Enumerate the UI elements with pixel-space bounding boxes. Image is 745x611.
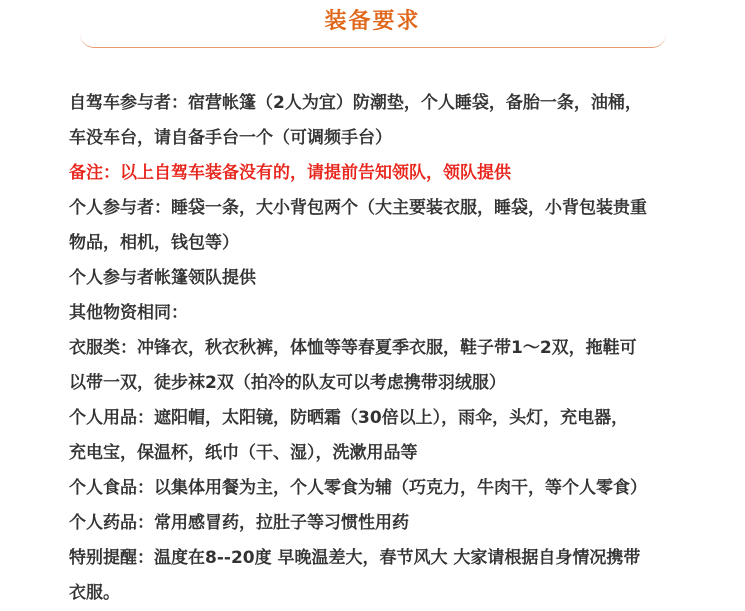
text-line: 个人参与者帐篷领队提供 [69,268,256,288]
text-line: 物品，相机，钱包等） [69,233,239,253]
text-line: 衣服。 [69,583,120,603]
requirements-text [69,86,689,611]
text-line: 自驾车参与者：宿营帐篷（2人为宜）防潮垫，个人睡袋，备胎一条，油桶， [69,93,642,113]
note-line: 备注：以上自驾车装备没有的，请提前告知领队，领队提供 [69,163,511,183]
text-line: 个人参与者：睡袋一条，大小背包两个（大主要装衣服，睡袋，小背包装贵重 [69,198,647,218]
section-header [0,0,745,60]
text-line: 充电宝，保温杯，纸巾（干、湿），洗漱用品等 [69,443,418,463]
text-line: 特别提醒：温度在8--20度 早晚温差大，春节风大 大家请根据自身情况携带 [69,548,641,568]
text-line: 以带一双，徒步袜2双（拍冷的队友可以考虑携带羽绒服） [69,373,506,393]
section-title: 装备要求 [324,9,421,34]
text-line: 车没车台，请自备手台一个（可调频手台） [69,128,392,148]
title-underline-divider [80,26,666,48]
text-line: 衣服类：冲锋衣，秋衣秋裤，体恤等等春夏季衣服，鞋子带1～2双，拖鞋可 [69,338,637,358]
text-line: 个人用品：遮阳帽，太阳镜，防晒霜（30倍以上），雨伞，头灯，充电器， [69,408,629,428]
text-line: 个人药品：常用感冒药，拉肚子等习惯性用药 [69,513,409,533]
text-line: 个人食品：以集体用餐为主，个人零食为辅（巧克力，牛肉干，等个人零食） [69,478,647,498]
text-line: 其他物资相同： [69,303,188,323]
